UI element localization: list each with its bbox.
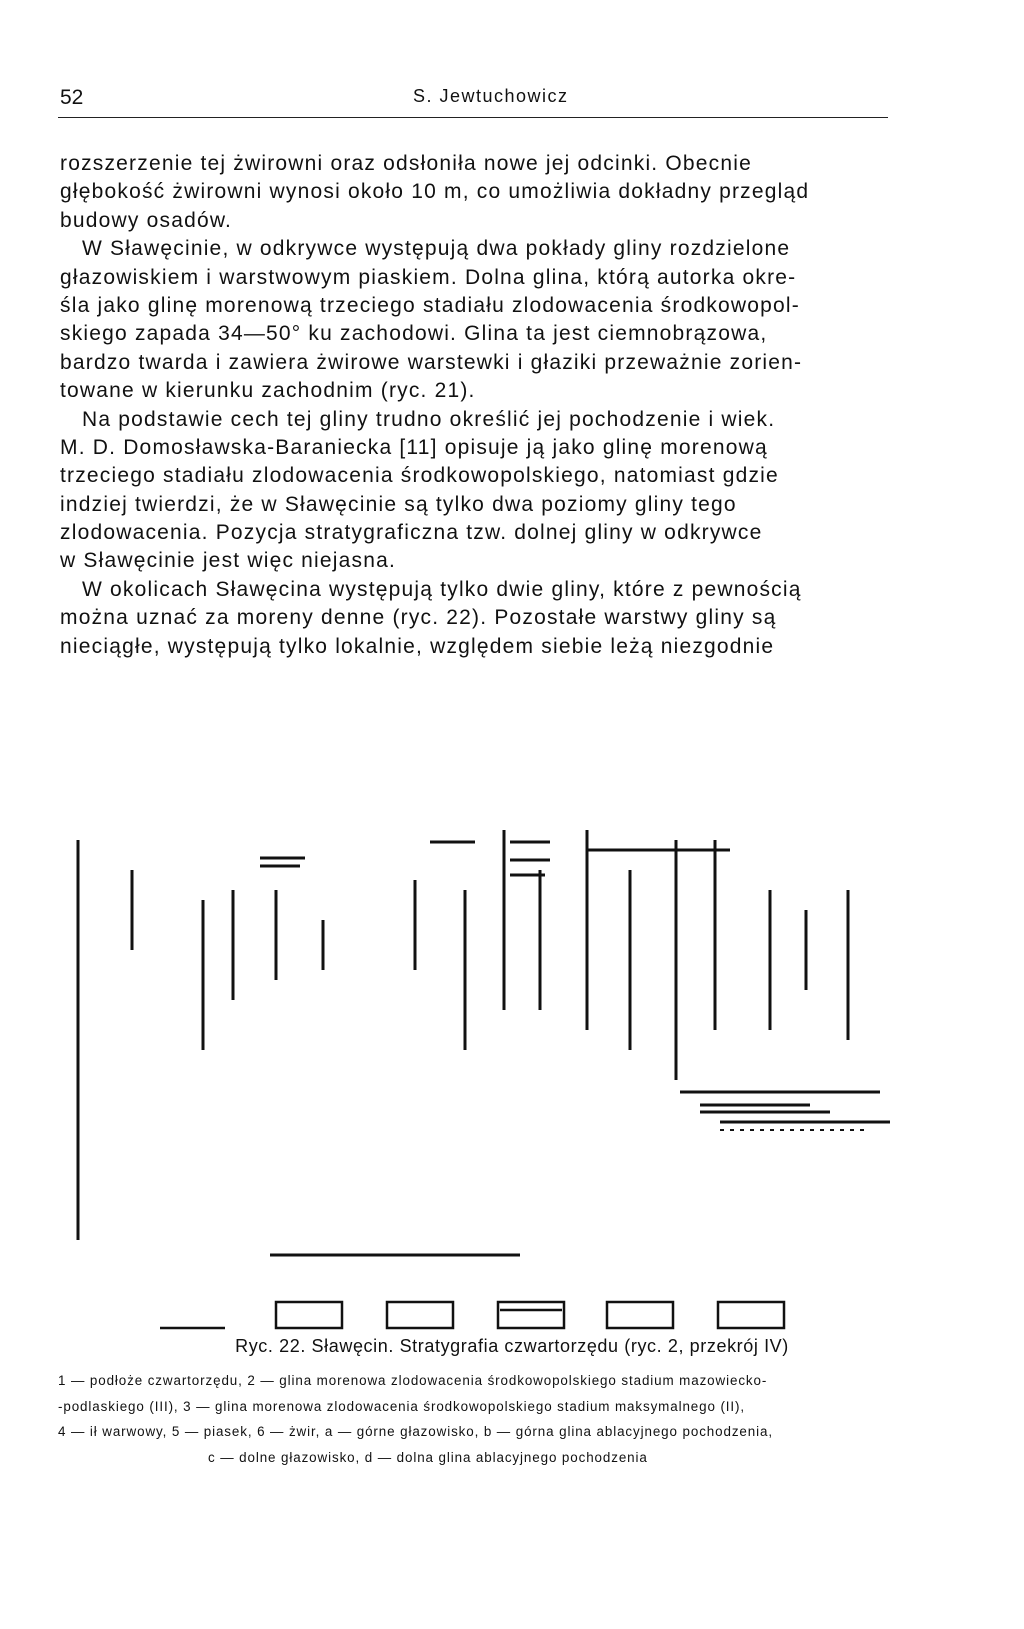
text-line: rozszerzenie tej żwirowni oraz odsłoniła nowe jej odcinki. Obecnie — [60, 152, 752, 175]
stratigraphy-figure — [70, 830, 930, 1320]
legend-symbol-4 — [498, 1302, 564, 1328]
text-line: M. D. Domosławska-Baraniecka [11] opisuje ją jako glinę morenową — [60, 435, 768, 459]
text-line: W Sławęcinie, w odkrywce występują dwa pokłady gliny rozdzielone — [82, 237, 791, 261]
body-text — [60, 150, 890, 661]
legend-line: c — dolne głazowisko, d — dolna glina ablacyjnego pochodzenia — [208, 1449, 648, 1465]
legend-line: 1 — podłoże czwartorzędu, 2 — glina morenowa zlodowacenia środkowopolskiego stadium mazowiecko- — [58, 1373, 768, 1388]
header-rule — [58, 117, 888, 118]
page-header — [60, 86, 890, 120]
text-line: nieciągłe, występują tylko lokalnie, względem siebie leżą niezgodnie — [60, 634, 775, 658]
text-line: zlodowacenia. Pozycja stratygraficzna tzw. dolnej gliny w odkrywce — [60, 521, 763, 545]
text-line: można uznać za moreny denne (ryc. 22). Pozostałe warstwy gliny są — [60, 606, 777, 630]
text-line: śla jako glinę morenową trzeciego stadiału zlodowacenia środkowopol- — [60, 293, 800, 317]
text-line: towane w kierunku zachodnim (ryc. 21). — [60, 379, 476, 403]
legend-line: -podlaskiego (III), 3 — glina morenowa zlodowacenia środkowopolskiego stadium maksymalnego (II), — [58, 1398, 746, 1414]
text-line: trzeciego stadiału zlodowacenia środkowopolskiego, natomiast gdzie — [60, 464, 779, 488]
legend-symbols — [150, 1292, 830, 1332]
text-line: indziej twierdzi, że w Sławęcinie są tylko dwa poziomy gliny tego — [60, 492, 737, 516]
text-line: W okolicach Sławęcina występują tylko dwie gliny, które z pewnością — [82, 577, 802, 601]
text-line: skiego zapada 34—50° ku zachodowi. Glina ta jest ciemnobrązowa, — [60, 322, 768, 346]
figure-legend — [58, 1368, 918, 1470]
text-line: budowy osadów. — [60, 208, 233, 232]
legend-symbol-3 — [387, 1302, 453, 1328]
page-number: 52 — [60, 86, 84, 109]
legend-symbol-5 — [607, 1302, 673, 1328]
figure-caption: Ryc. 22. Sławęcin. Stratygrafia czwartorzędu (ryc. 2, przekrój IV) — [235, 1336, 789, 1356]
running-head: S. Jewtuchowicz — [413, 86, 569, 106]
text-line: w Sławęcinie jest więc niejasna. — [60, 549, 397, 573]
legend-line: 4 — ił warwowy, 5 — piasek, 6 — żwir, a — górne głazowisko, b — górna glina ablacyjnego pochodzenia, — [58, 1424, 773, 1439]
legend-symbol-6 — [718, 1302, 784, 1328]
text-line: głazowiskiem i warstwowym piaskiem. Dolna glina, którą autorka okre- — [60, 265, 797, 289]
text-line: bardzo twarda i zawiera żwirowe warstewki i głaziki przeważnie zorien- — [60, 350, 803, 374]
text-line: Na podstawie cech tej gliny trudno określić jej pochodzenie i wiek. — [82, 407, 776, 431]
text-line: głębokość żwirowni wynosi około 10 m, co umożliwia dokładny przegląd — [60, 180, 810, 204]
legend-symbol-2 — [276, 1302, 342, 1328]
